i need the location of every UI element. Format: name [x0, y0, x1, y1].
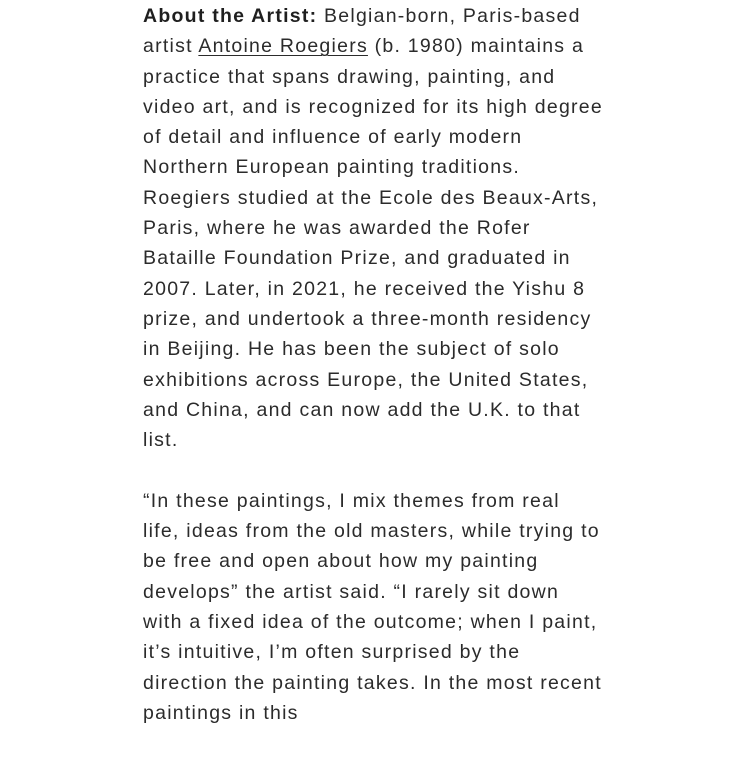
artist-quote-paragraph: “In these paintings, I mix themes from real life, ideas from the old masters, while trying to be free and open about how my painting develops” the artist said. “I rarely sit down with a fixed idea of the outcome; when I paint, it’s intuitive, I’m often surprised by the direction the painting takes. In the most recent paintings in this: [143, 489, 602, 724]
about-text-after-link: (b. 1980) maintains a practice that spans drawing, painting, and video art, and is recognized for its high degree of detail and influence of early modern Northern European painting traditions. Roegiers studied at the Ecole des Beaux-Arts, Paris, where he was awarded the Rofer Bataille Foundation Prize, and graduated in 2007. Later, in 2021, he received the Yishu 8 prize, and undertook a three-month residency in Beijing. He has been the subject of solo exhibitions across Europe, the United States, and China, and can now add the U.K. to that list.: [143, 35, 603, 452]
artist-name-link[interactable]: Antoine Roegiers: [198, 35, 368, 58]
about-artist-lead: About the Artist:: [143, 5, 318, 27]
about-text-before-link: Belgian-born, Paris-based artist: [143, 5, 581, 58]
about-artist-paragraph: [143, 1, 603, 455]
article-body: [143, 1, 603, 758]
